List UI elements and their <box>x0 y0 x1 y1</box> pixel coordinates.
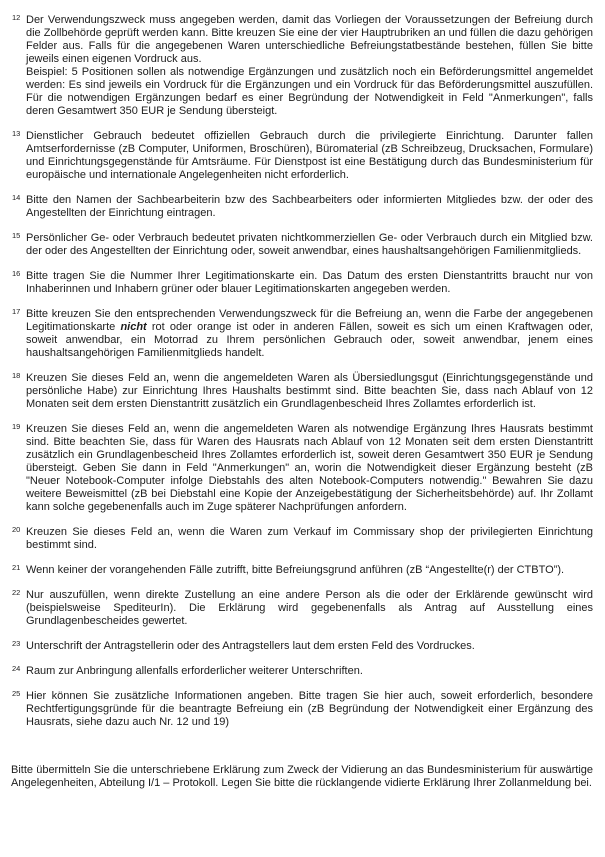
footnote-text: Der Verwendungszweck muss angegeben werden, damit das Vorliegen der Voraussetzungen der Befreiung durch die Zollbehörde geprüft werden kann. Bitte kreuzen Sie eine der vier Hauptrubriken an und füllen die dazu gehörigen Felder aus. Falls für die angegebenen Waren unterschiedliche Befreiungstatbestände bestehen, füllen Sie bitte jeweils einen eigenen Vordruck aus. <box>26 14 593 65</box>
footnote-18 <box>11 372 593 411</box>
footnote-text: Hier können Sie zusätzliche Informationen angeben. Bitte tragen Sie hier auch, soweit erforderlich, besondere Rechtfertigungsgründe für die beantragte Befreiung ein (zB Begründung der Notwendigkeit einer Ergänzung des Hausrats, siehe dazu auch Nr. 12 und 19) <box>26 690 593 728</box>
footnote-25 <box>11 690 593 729</box>
footnote-text-segment: rot oder orange ist oder in anderen Fällen, soweit es sich um einen Kraftwagen oder, soweit anwendbar, ein Motorrad zu Ihrem persönlichen Gebrauch oder, soweit anwendbar, jenem eines haushaltsangehörigen Familienmitglieds handelt. <box>26 321 593 359</box>
footnote-24 <box>11 665 593 678</box>
footnote-number: 17 <box>12 307 21 316</box>
footnote-20 <box>11 526 593 552</box>
footnote-text-segment: Bitte kreuzen Sie den entsprechenden Verwendungszweck für die Befreiung an, wenn die Farbe der angegebenen Legitimationskarte <box>26 308 593 333</box>
footnote-text: Bitte tragen Sie die Nummer Ihrer Legitimationskarte ein. Das Datum des ersten Dienstantritts braucht nur von Inhaberinnen und Inhabern grüner oder blauer Legitimationskarten angegeben werden. <box>26 270 593 295</box>
closing-paragraph: Bitte übermitteln Sie die unterschriebene Erklärung zum Zweck der Vidierung an das Bundesministerium für auswärtige Angelegenheiten, Abteilung I/1 – Protokoll. Legen Sie bitte die rücklangende vidierte Erklärung Ihrer Zollanmeldung bei. <box>11 764 593 789</box>
footnote-text: Wenn keiner der vorangehenden Fälle zutrifft, bitte Befreiungsgrund anführen (zB “Angestellte(r) der CTBTO”). <box>26 564 565 576</box>
footnote-21 <box>11 564 593 577</box>
footnote-text: Dienstlicher Gebrauch bedeutet offiziellen Gebrauch durch die privilegierte Einrichtung. Darunter fallen Amtserfordernisse (zB Computer, Uniformen, Broschüren), Büromaterial (zB Schreibzeug, Drucksachen, Formulare) und Einrichtungsgegenstände für Amtsräume. Für Dienstpost ist eine Bestätigung durch das Bundesministerium für europäische und internationale Angelegenheiten nicht erforderlich. <box>26 130 593 181</box>
footnote-number: 18 <box>12 371 21 380</box>
footnote-text: Nur auszufüllen, wenn direkte Zustellung an eine andere Person als die oder der Erklärende gewünscht wird (beispielsweise SpediteurIn). Die Erklärung wird gegebenenfalls als Antrag auf Ausstellung eines Grundlagenbescheides gewertet. <box>26 589 593 627</box>
footnote-17 <box>11 308 593 360</box>
footnote-text <box>26 308 593 360</box>
footnote-22 <box>11 589 593 628</box>
footnote-number: 25 <box>12 689 21 698</box>
footnote-text: Kreuzen Sie dieses Feld an, wenn die Waren zum Verkauf im Commissary shop der privilegierten Einrichtung bestimmt sind. <box>26 526 593 551</box>
footnote-15 <box>11 232 593 258</box>
footnote-text: Unterschrift der Antragstellerin oder des Antragstellers laut dem ersten Feld des Vordruckes. <box>26 640 475 652</box>
footnote-number: 12 <box>12 13 21 22</box>
footnote-19 <box>11 423 593 514</box>
footnote-number: 21 <box>12 563 21 572</box>
footnote-13 <box>11 130 593 182</box>
footnote-number: 13 <box>12 129 21 138</box>
footnote-16 <box>11 270 593 296</box>
footnote-text: Raum zur Anbringung allenfalls erforderlicher weiterer Unterschriften. <box>26 665 363 677</box>
footnote-number: 23 <box>12 639 21 648</box>
footnote-12 <box>11 14 593 118</box>
footnote-number: 24 <box>12 664 21 673</box>
footnote-14 <box>11 194 593 220</box>
footnote-number: 16 <box>12 269 21 278</box>
footnote-number: 22 <box>12 588 21 597</box>
footnote-23 <box>11 640 593 653</box>
footnote-number: 20 <box>12 525 21 534</box>
footnote-number: 19 <box>12 422 21 431</box>
footnote-text: Bitte den Namen der Sachbearbeiterin bzw des Sachbearbeiters oder informierten Mitgliedes bzw. der oder des Angestellten der Einrichtung eintragen. <box>26 194 593 219</box>
footnote-text: Kreuzen Sie dieses Feld an, wenn die angemeldeten Waren als notwendige Ergänzung Ihres Hausrats bestimmt sind. Bitte beachten Sie, dass für Waren des Hausrats nach Ablauf von 12 Monaten seit dem ersten Dienstantritt zusätzlich ein Grundlagenbescheid Ihres Zollamtes erforderlich ist, soweit deren Gesamtwert 350 EUR je Sendung übersteigt. Geben Sie dann in Feld "Anmerkungen" an, worin die Notwendigkeit dieser Ergänzung besteht (zB "Neuer Notebook-Computer infolge Diebstahls des alten Notebook-Computers notwendig." Bewahren Sie dazu weitere Beweismittel (zB bei Diebstahl eine Kopie der Anzeigebestätigung der Sicherheitsbehörde) auf. Ihr Zollamt kann solche gegebenenfalls auch im Zuge späterer Nachprüfungen anfordern. <box>26 423 593 513</box>
footnote-number: 14 <box>12 193 21 202</box>
footnote-text-example: Beispiel: 5 Positionen sollen als notwendige Ergänzungen und zusätzlich noch ein Beförderungsmittel angemeldet werden: Es sind jeweils ein Vordruck für die Ergänzungen und ein Vordruck für das Beförderungsmittel auszufüllen. Für die notwendigen Ergänzungen bedarf es einer Begründung der Notwendigkeit in Feld "Anmerkungen", falls deren Gesamtwert 350 EUR je Sendung übersteigt. <box>26 66 593 117</box>
footnote-text-emphasis: nicht <box>120 321 147 333</box>
footnote-text: Persönlicher Ge- oder Verbrauch bedeutet privaten nichtkommerziellen Ge- oder Verbrauch durch ein Mitglied bzw. der oder des Angestellten der Einrichtung oder, soweit anwendbar, eines haushaltsangehörigen Familienmitglieds. <box>26 232 593 257</box>
footnote-text: Kreuzen Sie dieses Feld an, wenn die angemeldeten Waren als Übersiedlungsgut (Einrichtungsgegenstände und persönliche Habe) zur Einrichtung Ihres Haushalts bestimmt sind. Bitte beachten Sie, dass nach Ablauf von 12 Monaten seit dem ersten Dienstantritt zusätzlich ein Grundlagenbescheid Ihres Zollamtes erforderlich ist. <box>26 372 593 410</box>
footnote-number: 15 <box>12 231 21 240</box>
